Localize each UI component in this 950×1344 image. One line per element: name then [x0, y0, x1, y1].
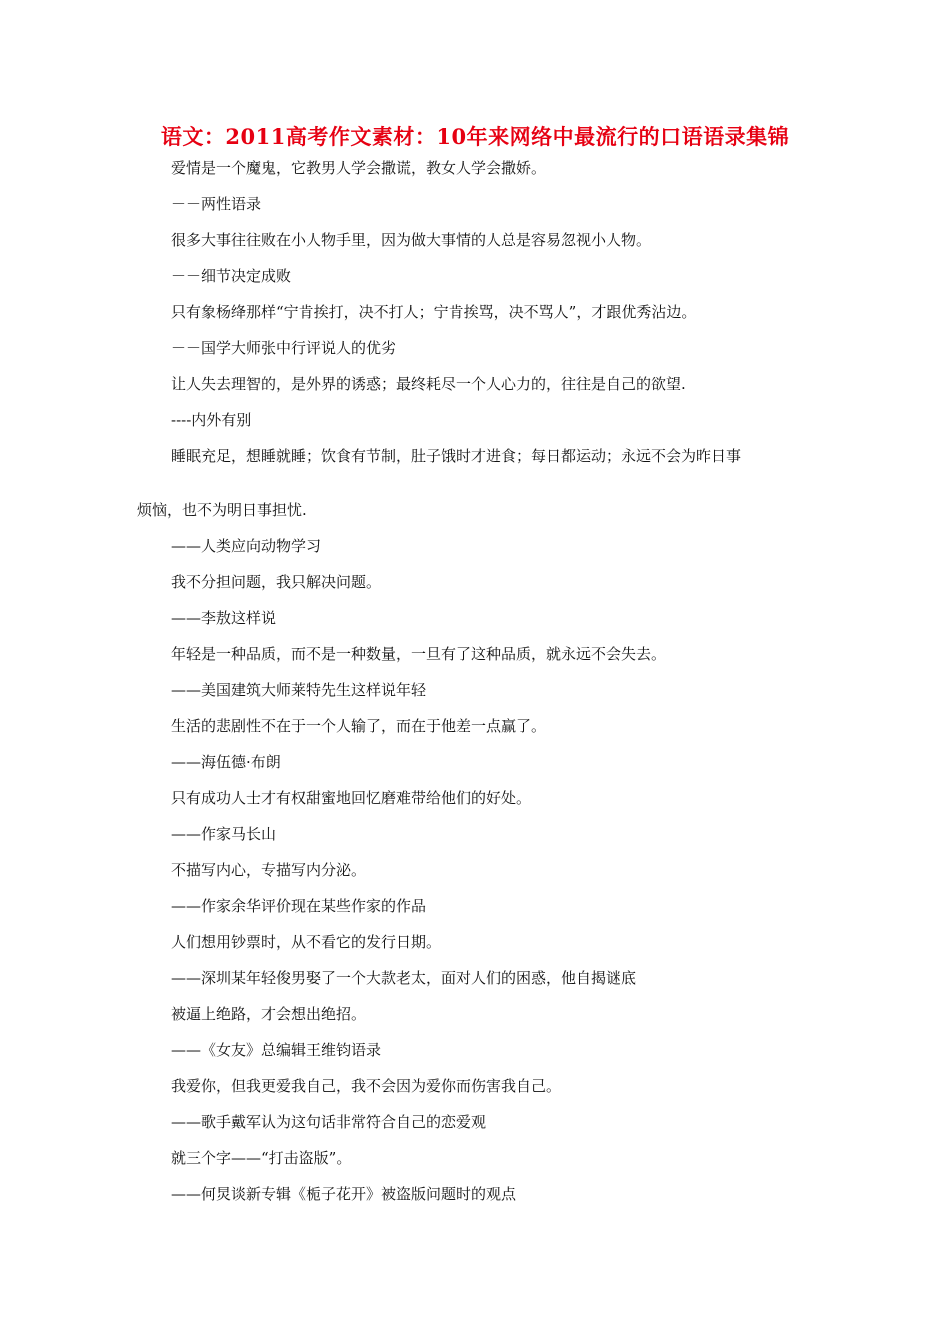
text-line: 让人失去理智的，是外界的诱惑；最终耗尽一个人心力的，往往是自己的欲望.: [171, 375, 686, 393]
text-line: 睡眠充足，想睡就睡；饮食有节制，肚子饿时才进食；每日都运动；永远不会为昨日事: [171, 447, 742, 465]
text-line: 人们想用钞票时，从不看它的发行日期。: [171, 933, 442, 951]
text-line-continuation: 烦恼，也不为明日事担忧.: [137, 501, 307, 519]
text-line: 我不分担问题，我只解决问题。: [171, 573, 382, 591]
text-line: ——作家马长山: [171, 825, 277, 843]
document-body: [137, 150, 817, 1212]
text-line: ----内外有别: [171, 411, 252, 429]
text-line: ——美国建筑大师莱特先生这样说年轻: [171, 681, 427, 699]
text-line: 生活的悲剧性不在于一个人输了，而在于他差一点赢了。: [171, 717, 547, 735]
text-line: 不描写内心，专描写内分泌。: [171, 861, 367, 879]
text-line: ——作家余华评价现在某些作家的作品: [171, 897, 427, 915]
text-line: 被逼上绝路，才会想出绝招。: [171, 1005, 367, 1023]
text-line: ——何炅谈新专辑《栀子花开》被盗版问题时的观点: [171, 1185, 517, 1203]
text-line: 只有成功人士才有权甜蜜地回忆磨难带给他们的好处。: [171, 789, 532, 807]
text-line: ——歌手戴军认为这句话非常符合自己的恋爱观: [171, 1113, 487, 1131]
text-line: 就三个字——“打击盗版”。: [171, 1149, 352, 1167]
text-line: 很多大事往往败在小人物手里，因为做大事情的人总是容易忽视小人物。: [171, 231, 652, 249]
text-line: －－国学大师张中行评说人的优劣: [171, 339, 397, 357]
text-line: 爱情是一个魔鬼，它教男人学会撒谎，教女人学会撒娇。: [171, 159, 547, 177]
text-line: 年轻是一种品质，而不是一种数量，一旦有了这种品质，就永远不会失去。: [171, 645, 667, 663]
text-line: ——李敖这样说: [171, 609, 277, 627]
document-title: 语文：2011高考作文素材：10年来网络中最流行的口语语录集锦: [160, 124, 790, 149]
text-line: 只有象杨绛那样“宁肯挨打，决不打人；宁肯挨骂，决不骂人”，才跟优秀沾边。: [171, 303, 697, 321]
text-line: ——人类应向动物学习: [171, 537, 322, 555]
text-line: ——海伍德·布朗: [171, 753, 281, 771]
text-line: ——深圳某年轻俊男娶了一个大款老太，面对人们的困惑，他自揭谜底: [171, 969, 637, 987]
text-line: ——《女友》总编辑王维钧语录: [171, 1041, 382, 1059]
text-line: －－两性语录: [171, 195, 262, 213]
text-line: －－细节决定成败: [171, 267, 292, 285]
text-line: 我爱你，但我更爱我自己，我不会因为爱你而伤害我自己。: [171, 1077, 562, 1095]
